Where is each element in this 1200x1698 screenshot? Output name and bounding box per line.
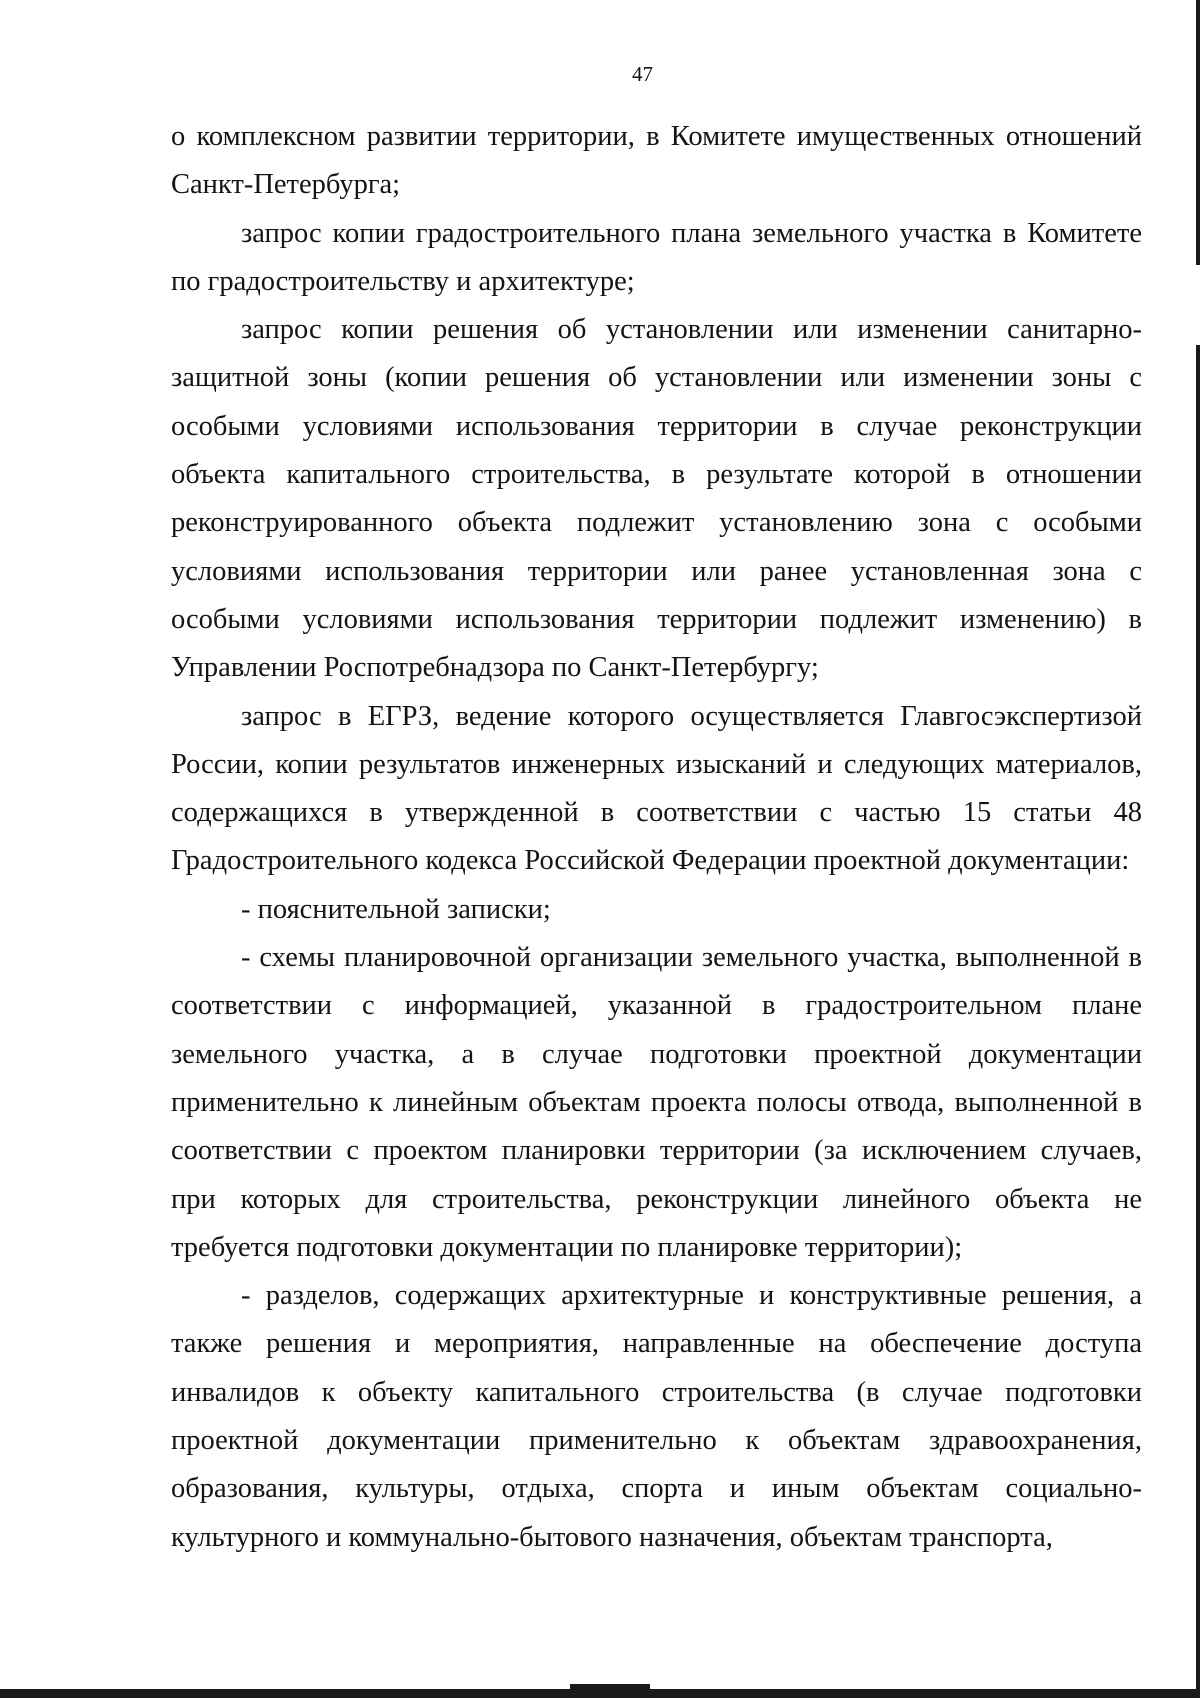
paragraph-2: запрос копии градостроительного плана земельного участка в Комитете по градостроительству и архитектуре;: [171, 217, 1142, 297]
document-body: [171, 113, 1142, 1562]
scan-edge-gap: [1196, 265, 1200, 345]
paragraph-4: запрос в ЕГРЗ, ведение которого осуществляется Главгосэкспертизой России, копии результатов инженерных изысканий и следующих материалов, содержащихся в утвержденной в соответствии с частью 15 статьи 48 Градостроительного кодекса Российской Федерации проектной документации:: [171, 700, 1142, 877]
scan-edge-right: [1196, 0, 1200, 1698]
scan-edge-bottom: [0, 1689, 1200, 1698]
paragraph-6: - схемы планировочной организации земельного участка, выполненной в соответствии с информацией, указанной в градостроительном плане земельного участка, а в случае подготовки проектной документации применительно к линейным объектам проекта полосы отвода, выполненной в соответствии с проектом планировки территории (за исключением случаев, при которых для строительства, реконструкции линейного объекта не требуется подготовки документации по планировке территории);: [171, 942, 1142, 1263]
paragraph-3: запрос копии решения об установлении или изменении санитарно-защитной зоны (копии решения об установлении или изменении зоны с особыми условиями использования территории в случае реконструкции объекта капитального строительства, в результате которой в отношении реконструированного объекта подлежит установлению зона с особыми условиями использования территории или ранее установленная зона с особыми условиями использования территории подлежит изменению) в Управлении Роспотребнадзора по Санкт-Петербургу;: [171, 314, 1142, 684]
page-number: 47: [632, 62, 653, 86]
paragraph-5: - пояснительной записки;: [241, 893, 551, 925]
scan-edge-notch: [570, 1684, 650, 1690]
paragraph-1: о комплексном развитии территории, в Комитете имущественных отношений Санкт-Петербурга;: [171, 121, 1142, 201]
paragraph-7: - разделов, содержащих архитектурные и конструктивные решения, а также решения и мероприятия, направленные на обеспечение доступа инвалидов к объекту капитального строительства (в случае подготовки проектной документации применительно к объектам здравоохранения, образования, культуры, отдыха, спорта и иным объектам социально-культурного и коммунально-бытового назначения, объектам транспорта,: [171, 1280, 1142, 1553]
